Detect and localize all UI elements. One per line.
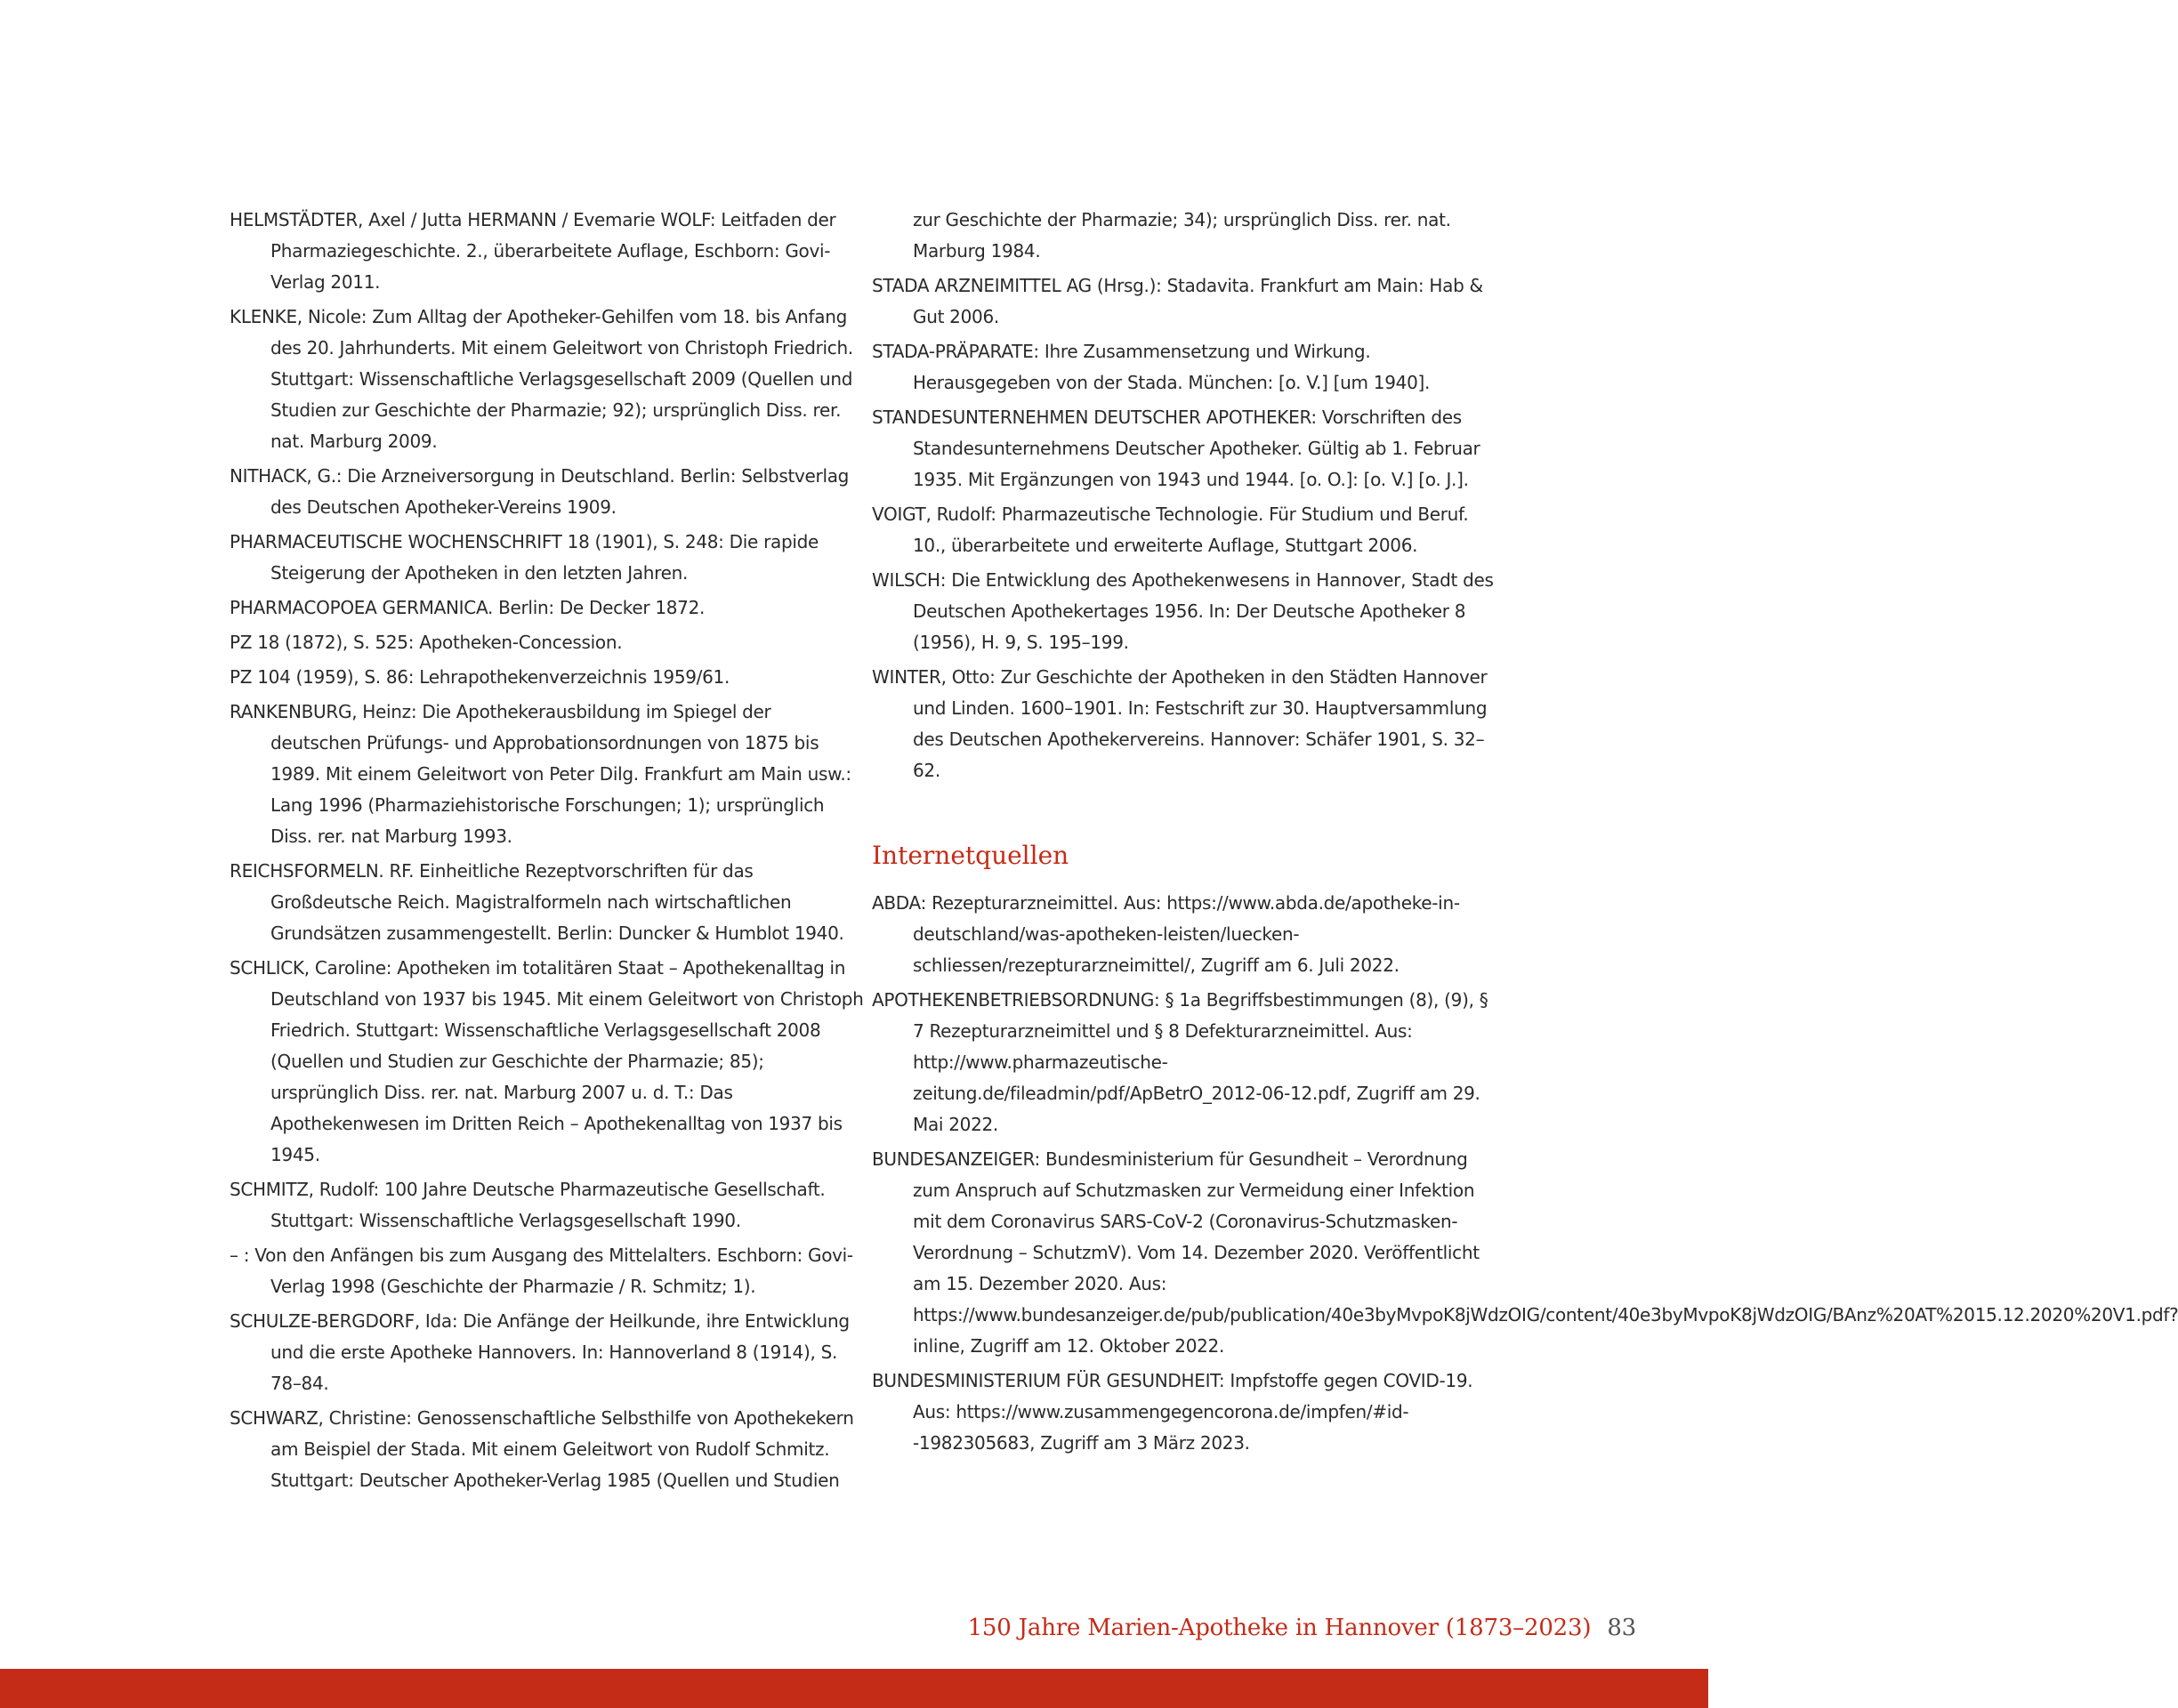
right-column xyxy=(872,205,2178,1462)
reference-entry: STADA-PRÄPARATE: Ihre Zusammensetzung und Wirkung. Herausgegeben von der Stada. München: [o. V.] [um 1940]. xyxy=(872,341,1431,393)
page-footer xyxy=(968,1615,1636,1641)
reference-entry: VOIGT, Rudolf: Pharmazeutische Technologie. Für Studium und Beruf. 10., überarbeitete und erweiterte Auflage, Stuttgart 2006. xyxy=(872,504,1469,556)
reference-entry: PZ 18 (1872), S. 525: Apotheken-Concession. xyxy=(230,632,623,653)
footer-color-bar xyxy=(0,1669,1708,1708)
reference-entry: SCHLICK, Caroline: Apotheken im totalitären Staat – Apothekenalltag in Deutschland von 1937 bis 1945. Mit einem Geleitwort von Christoph Friedrich. Stuttgart: Wissenschaftliche Verlagsgesellschaft 2008 (Quellen und Studien zur Geschichte der Pharmazie; 85); ursprünglich Diss. rer. nat. Marburg 2007 u. d. T.: Das Apothekenwesen im Dritten Reich – Apothekenalltag von 1937 bis 1945. xyxy=(230,957,864,1165)
reference-entry: WINTER, Otto: Zur Geschichte der Apotheken in den Städten Hannover und Linden. 1600–1901. In: Festschrift zur 30. Hauptversammlung des Deutschen Apothekervereins. Hannover: Schäfer 1901, S. 32–62. xyxy=(872,666,1488,781)
reference-entry: SCHMITZ, Rudolf: 100 Jahre Deutsche Pharmazeutische Gesellschaft. Stuttgart: Wissenschaftliche Verlagsgesellschaft 1990. xyxy=(230,1179,826,1231)
internet-reference-entry: APOTHEKENBETRIEBSORDNUNG: § 1a Begriffsbestimmungen (8), (9), § 7 Rezepturarzneimittel und § 8 Defekturarzneimittel. Aus: http://www.pharmazeutische-zeitung.de/fileadmin/pdf/ApBetrO_2012-06-12.pdf, Zugriff am 29. Mai 2022. xyxy=(872,989,1488,1135)
reference-entry: WILSCH: Die Entwicklung des Apothekenwesens in Hannover, Stadt des Deutschen Apothekertages 1956. In: Der Deutsche Apotheker 8 (1956), H. 9, S. 195–199. xyxy=(872,569,1494,653)
reference-entry: PHARMACEUTISCHE WOCHENSCHRIFT 18 (1901), S. 248: Die rapide Steigerung der Apotheken in den letzten Jahren. xyxy=(230,531,819,584)
reference-entry: HELMSTÄDTER, Axel / Jutta HERMANN / Evemarie WOLF: Leitfaden der Pharmaziegeschichte. 2., überarbeitete Auflage, Eschborn: Govi-Verlag 2011. xyxy=(230,209,836,293)
left-column xyxy=(230,205,865,1500)
reference-entry: REICHSFORMELN. RF. Einheitliche Rezeptvorschriften für das Großdeutsche Reich. Magistralformeln nach wirtschaftlichen Grundsätzen zusammengestellt. Berlin: Duncker & Humblot 1940. xyxy=(230,860,844,944)
reference-entry: PHARMACOPOEA GERMANICA. Berlin: De Decker 1872. xyxy=(230,597,706,618)
reference-entry: KLENKE, Nicole: Zum Alltag der Apotheker-Gehilfen vom 18. bis Anfang des 20. Jahrhunderts. Mit einem Geleitwort von Christoph Friedrich. Stuttgart: Wissenschaftliche Verlagsgesellschaft 2009 (Quellen und Studien zur Geschichte der Pharmazie; 92); ursprünglich Diss. rer. nat. Marburg 2009. xyxy=(230,306,853,452)
reference-entry: STADA ARZNEIMITTEL AG (Hrsg.): Stadavita. Frankfurt am Main: Hab & Gut 2006. xyxy=(872,275,1483,327)
reference-entry: – : Von den Anfängen bis zum Ausgang des Mittelalters. Eschborn: Govi-Verlag 1998 (Geschichte der Pharmazie / R. Schmitz; 1). xyxy=(230,1245,853,1297)
reference-entry-continuation: zur Geschichte der Pharmazie; 34); ursprünglich Diss. rer. nat. Marburg 1984. xyxy=(913,209,1451,262)
reference-entry: STANDESUNTERNEHMEN DEUTSCHER APOTHEKER: Vorschriften des Standesunternehmens Deutscher Apotheker. Gültig ab 1. Februar 1935. Mit Ergänzungen von 1943 und 1944. [o. O.]: [o. V.] [o. J.]. xyxy=(872,407,1480,490)
reference-entry: SCHULZE-BERGDORF, Ida: Die Anfänge der Heilkunde, ihre Entwicklung und die erste Apotheke Hannovers. In: Hannoverland 8 (1914), S. 78–84. xyxy=(230,1310,850,1394)
running-title: 150 Jahre Marien-Apotheke in Hannover (1873–2023) xyxy=(967,1615,1592,1641)
internet-reference-entry: BUNDESMINISTERIUM FÜR GESUNDHEIT: Impfstoffe gegen COVID-19. Aus: https://www.zusammengegencorona.de/impfen/#id--1982305683, Zugriff am 3 März 2023. xyxy=(872,1370,1473,1454)
reference-entry: PZ 104 (1959), S. 86: Lehrapothekenverzeichnis 1959/61. xyxy=(230,666,730,688)
page-number: 83 xyxy=(1607,1615,1636,1641)
reference-entry: NITHACK, G.: Die Arzneiversorgung in Deutschland. Berlin: Selbstverlag des Deutschen Apotheker-Vereins 1909. xyxy=(230,465,850,518)
internet-reference-entry: BUNDESANZEIGER: Bundesministerium für Gesundheit – Verordnung zum Anspruch auf Schutzmasken zur Vermeidung einer Infektion mit dem Coronavirus SARS-CoV-2 (Coronavirus-Schutzmasken-Verordnung – SchutzmV). Vom 14. Dezember 2020. Veröffentlicht am 15. Dezember 2020. Aus: https://www.bundesanzeiger.de/pub/publication/40e3byMvpoK8jWdzOIG/content/40e3byMvpoK8jWdzOIG/BAnz%20AT%2015.12.2020%20V1.pdf?inline, Zugriff am 12. Oktober 2022. xyxy=(872,1148,2178,1357)
reference-entry: SCHWARZ, Christine: Genossenschaftliche Selbsthilfe von Apothekekern am Beispiel der Stada. Mit einem Geleitwort von Rudolf Schmitz. Stuttgart: Deutscher Apotheker-Verlag 1985 (Quellen und Studien xyxy=(230,1407,854,1491)
reference-entry: RANKENBURG, Heinz: Die Apothekerausbildung im Spiegel der deutschen Prüfungs- und Approbationsordnungen von 1875 bis 1989. Mit einem Geleitwort von Peter Dilg. Frankfurt am Main usw.: Lang 1996 (Pharmaziehistorische Forschungen; 1); ursprünglich Diss. rer. nat Marburg 1993. xyxy=(230,701,851,847)
section-heading-internetquellen: Internetquellen xyxy=(872,841,1069,870)
internet-reference-entry: ABDA: Rezepturarzneimittel. Aus: https://www.abda.de/apotheke-in-deutschland/was-apotheken-leisten/luecken-schliessen/rezepturarzneimittel/, Zugriff am 6. Juli 2022. xyxy=(872,892,1460,976)
